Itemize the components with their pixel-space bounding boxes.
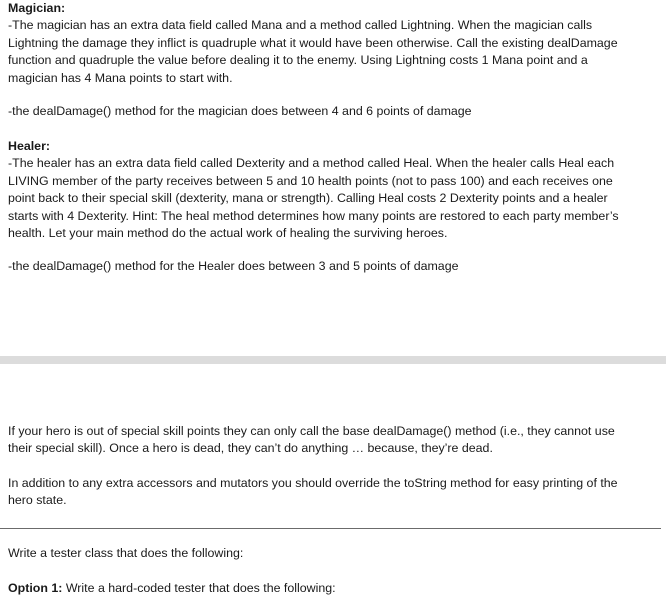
healer-line: point back to their special skill (dexterity, mana or strength). Calling Heal costs 2 Dexterity points and a healer: [8, 191, 608, 206]
healer-section: [8, 138, 660, 242]
magician-line: -The magician has an extra data field called Mana and a method called Lightning. When the magician calls: [8, 18, 593, 33]
magician-damage-note: [8, 103, 660, 120]
healer-line: health. Let your main method do the actual work of healing the surviving heroes.: [8, 226, 448, 241]
magician-heading: Magician:: [8, 1, 66, 15]
healer-line: LIVING member of the party receives between 5 and 10 health points (not to pass 100) and each receives one: [8, 173, 613, 188]
magician-damage-text: -the dealDamage() method for the magician does between 4 and 6 points of damage: [8, 104, 472, 118]
healer-damage-note: [8, 258, 660, 275]
magician-line: function and quadruple the value before dealing it to the enemy. Using Lightning costs 1 Mana point and a: [8, 53, 588, 68]
rules-line: their special skill). Once a hero is dead, they can’t do anything … because, they’re dead.: [8, 441, 493, 456]
horizontal-rule: [0, 528, 661, 529]
healer-damage-text: -the dealDamage() method for the Healer does between 3 and 5 points of damage: [8, 259, 459, 273]
rules-line: If your hero is out of special skill points they can only call the base dealDamage() method (i.e., they cannot use: [8, 424, 615, 438]
healer-line: -The healer has an extra data field called Dexterity and a method called Heal. When the healer calls Heal each: [8, 156, 615, 171]
page-separator: [0, 356, 666, 364]
out-of-points-paragraph: [8, 423, 660, 458]
magician-line: magician has 4 Mana points to start with.: [8, 70, 233, 85]
magician-line: Lightning the damage they inflict is quadruple what it would have been otherwise. Call the existing dealDamage: [8, 35, 618, 50]
healer-heading: Healer:: [8, 139, 51, 153]
accessors-paragraph: [8, 475, 660, 510]
tester-option-line: [8, 580, 660, 597]
rules-line: hero state.: [8, 493, 67, 508]
rules-line: In addition to any extra accessors and mutators you should override the toString method for easy printing of the: [8, 476, 618, 490]
healer-line: starts with 4 Dexterity. Hint: The heal method determines how many points are restored to each party member’s: [8, 208, 619, 223]
magician-section: [8, 0, 660, 87]
option-label: Option 1:: [8, 581, 63, 595]
tester-intro: [8, 545, 660, 562]
tester-option: [8, 580, 660, 597]
tester-intro-text: Write a tester class that does the following:: [8, 546, 244, 560]
option-text: Write a hard-coded tester that does the following:: [62, 581, 336, 595]
